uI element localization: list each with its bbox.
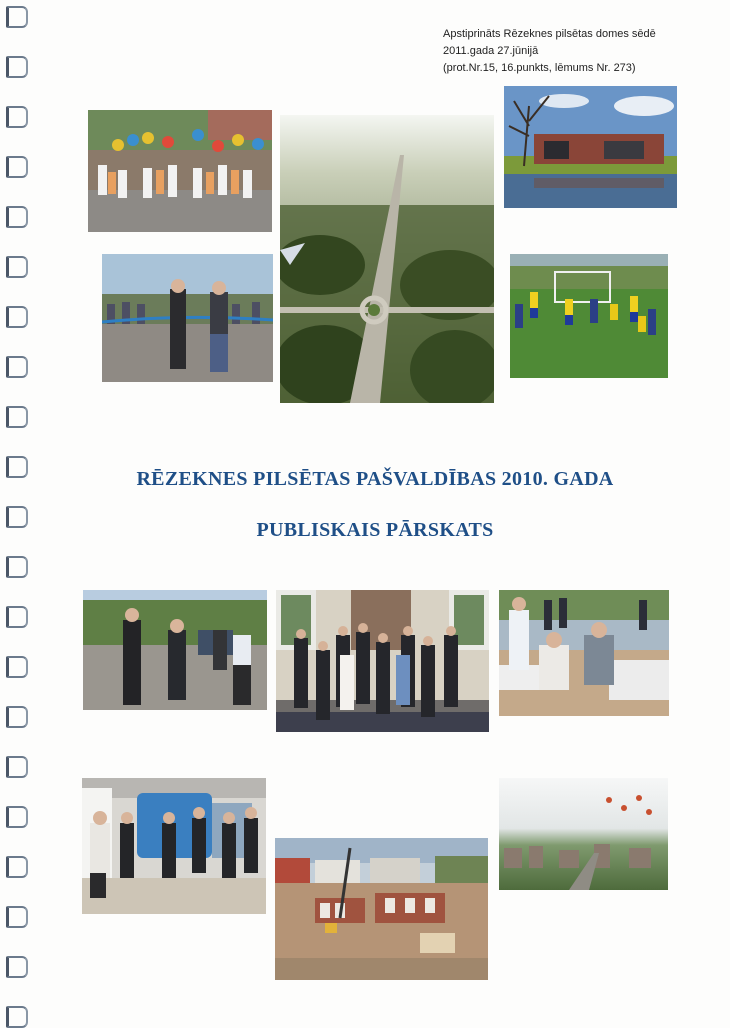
football-match-photo [510,254,668,378]
modern-building-lake-photo [504,86,677,208]
binding-ring [6,506,28,528]
ribbon-cutting-photo [102,254,273,382]
binding-ring [6,256,28,278]
approval-note [443,26,703,77]
binding-ring [6,656,28,678]
report-title-line-2: PUBLISKAIS PĀRSKATS [256,519,494,541]
approval-line-3: (prot.Nr.15, 16.punkts, lēmums Nr. 273) [443,62,636,74]
city-panorama-balloons-photo [499,778,668,890]
binding-ring [6,556,28,578]
binding-ring [6,156,28,178]
binding-ring [6,406,28,428]
binding-ring [6,306,28,328]
binding-ring [6,606,28,628]
handshake-greeting-photo [83,590,267,710]
binding-ring [6,906,28,928]
binding-ring [6,106,28,128]
binding-ring [6,6,28,28]
binding-ring [6,756,28,778]
spiral-binding [0,0,40,1024]
construction-site-photo [275,838,488,980]
boiler-house-visit-photo [82,778,266,914]
aerial-road-roundabout-photo [280,115,494,403]
children-parade-photo [88,110,272,232]
approval-line-1: Apstiprināts Rēzeknes pilsētas domes sēdē [443,28,656,40]
binding-ring [6,206,28,228]
report-title-line-1: RĒZEKNES PILSĒTAS PAŠVALDĪBAS 2010. GADA [136,468,614,490]
binding-ring [6,56,28,78]
binding-ring [6,1006,28,1028]
foundation-stone-photo [499,590,669,716]
binding-ring [6,456,28,478]
binding-ring [6,806,28,828]
binding-ring [6,706,28,728]
group-portrait-steps-photo [276,590,489,732]
binding-ring [6,356,28,378]
approval-line-2: 2011.gada 27.jūnijā [443,45,539,57]
binding-ring [6,956,28,978]
binding-ring [6,856,28,878]
